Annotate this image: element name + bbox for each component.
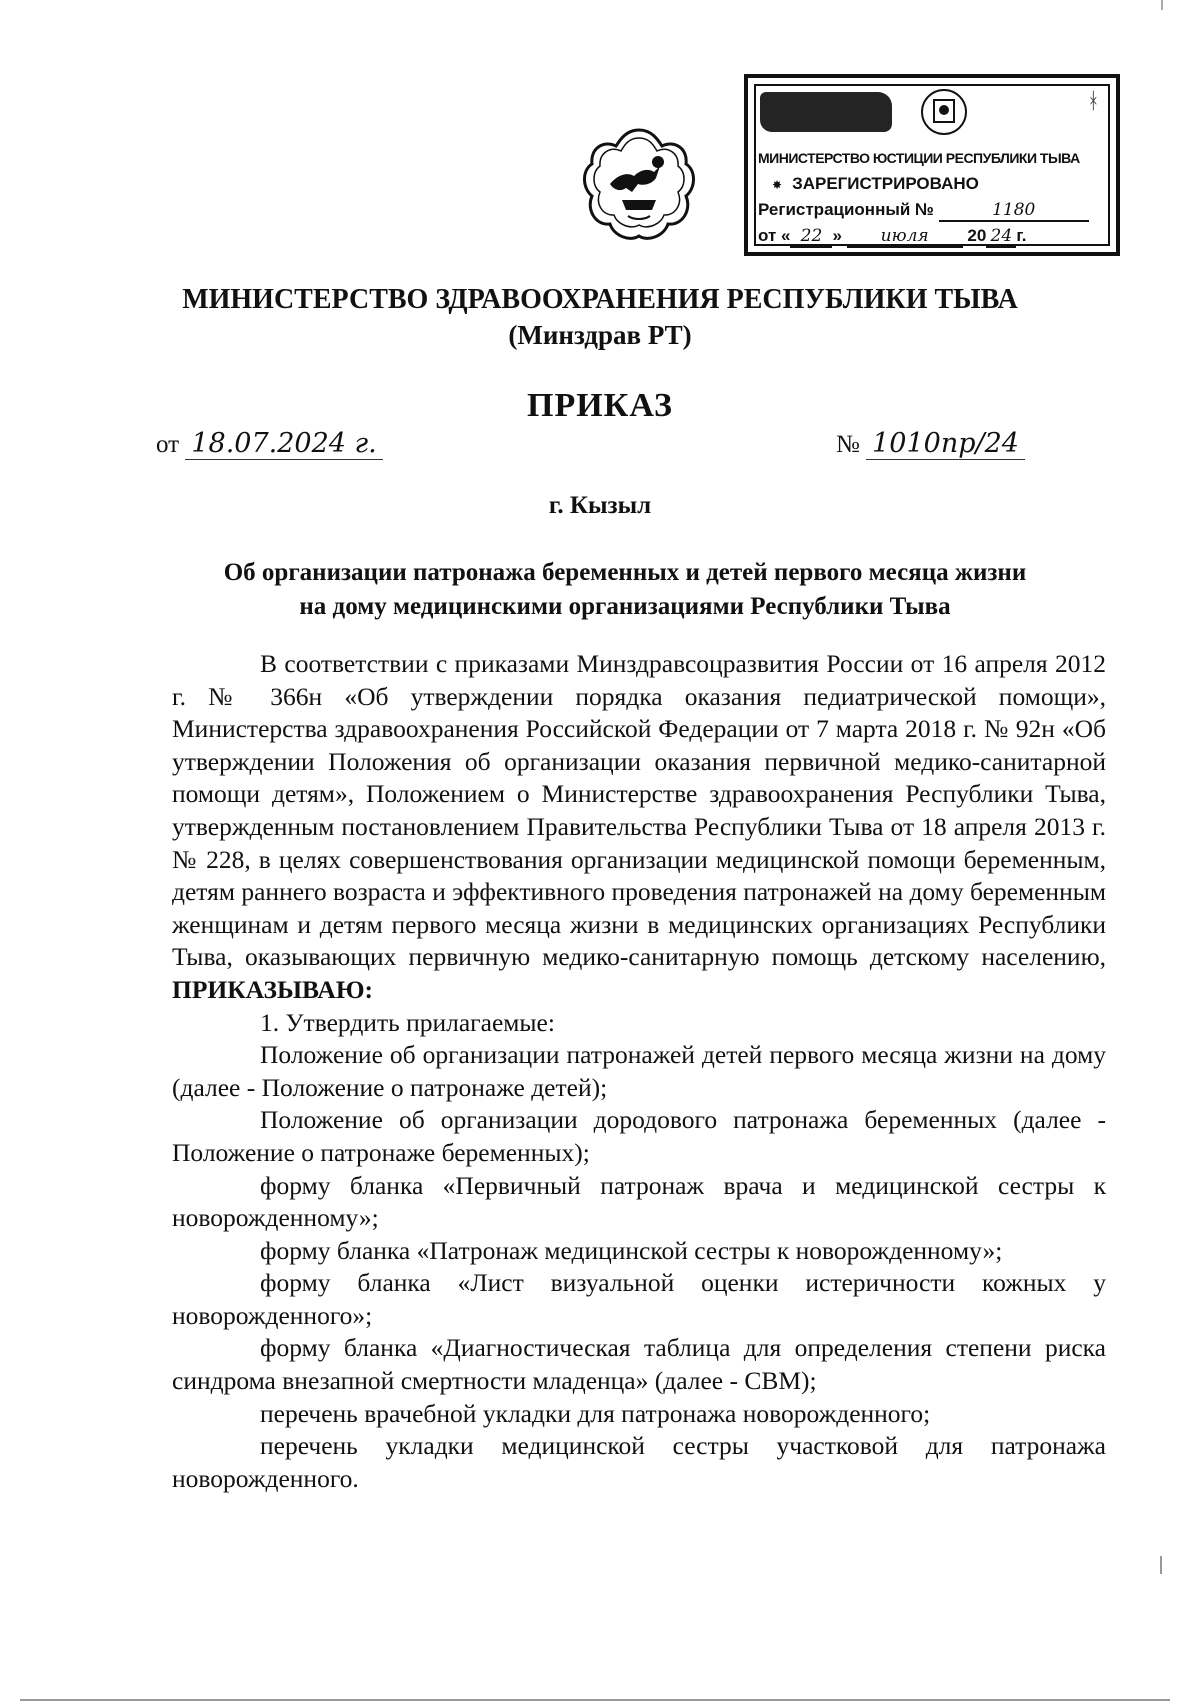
order-body (172, 648, 1106, 1495)
order-date-value: 18.07.2024 г. (185, 428, 382, 460)
list-item: перечень врачебной укладки для патронажа новорожденного; (260, 1398, 931, 1428)
document-type: ПРИКАЗ (527, 387, 673, 424)
preamble-text: В соответствии с приказами Минздравсоцразвития России от 16 апреля 2012 г. № 366н «Об утверждении порядка оказания педиатрической помощи», Министерства здравоохранения Российской Федерации от 7 марта 2018 г. № 92н «Об утверждении Положения об организации оказания первичной медико-санитарной помощи детям», Положением о Министерстве здравоохранения Республики Тыва, утвержденным постановлением Правительства Республики Тыва от 18 апреля 2013 г. № 228, в целях совершенствования организации медицинской помощи беременным, детям раннего возраста и эффективного проведения патронажей на дому беременным женщинам и детям первого месяца жизни в медицинских организациях Республики Тыва, оказывающих первичную медико-санитарную помощь детскому населению, (172, 649, 1106, 972)
preamble-paragraph (172, 648, 1106, 1007)
order-number-value: 1010пр/24 (866, 428, 1025, 460)
stamp-date-day: 22 (790, 226, 832, 248)
stamp-redacted-blot (760, 92, 892, 132)
scan-edge-mark-right (1160, 1556, 1162, 1574)
list-item: Положение об организации патронажей детей первого месяца жизни на дому (далее - Положение о патронаже детей); (172, 1040, 1106, 1102)
list-item: Положение об организации дородового патронажа беременных (далее - Положение о патронаже беременных); (172, 1105, 1106, 1167)
order-number-line (836, 428, 1025, 459)
order-title-line-1: Об организации патронажа беременных и детей первого месяца жизни (223, 559, 1027, 586)
stamp-date-month: июля (847, 226, 963, 248)
stamp-date-suffix: г. (1016, 226, 1027, 245)
order-date-line (156, 428, 383, 459)
stamp-date-prefix: от « (758, 226, 791, 245)
order-word: ПРИКАЗЫВАЮ: (172, 974, 374, 1004)
stamp-registered-text: ЗАРЕГИСТРИРОВАНО (792, 174, 979, 193)
stamp-ministry-line: МИНИСТЕРСТВО ЮСТИЦИИ РЕСПУБЛИКИ ТЫВА (758, 150, 1080, 166)
list-item: перечень укладки медицинской сестры участковой для патронажа новорожденного. (172, 1431, 1106, 1493)
order-number-label: № (836, 431, 860, 458)
stamp-date-year-prefix: 20 (967, 226, 987, 245)
stamp-reg-number-line (758, 200, 1089, 222)
order-title (150, 556, 1100, 624)
stamp-reg-number: 1180 (939, 200, 1089, 222)
order-date-label: от (156, 431, 180, 458)
ministry-short-name: (Минздрав РТ) (508, 320, 692, 350)
stamp-registered-line (772, 174, 979, 194)
stamp-date-year-suffix: 24 (986, 226, 1016, 248)
city-name: г. Кызыл (548, 492, 652, 519)
stamp-date-mid: » (832, 226, 842, 245)
list-item: форму бланка «Лист визуальной оценки истеричности кожных у новорожденного»; (172, 1268, 1106, 1330)
stamp-dot-icon: ✸ (772, 178, 783, 192)
stamp-emblem-icon (908, 86, 980, 138)
stamp-reg-label: Регистрационный № (758, 200, 934, 219)
stamp-corner-mark: ᚼ (1086, 88, 1100, 113)
ministry-name: МИНИСТЕРСТВО ЗДРАВООХРАНЕНИЯ РЕСПУБЛИКИ ТЫВА (182, 284, 1018, 315)
scan-edge-mark-top (1161, 0, 1163, 10)
list-item: форму бланка «Первичный патронаж врача и медицинской сестры к новорожденному»; (172, 1170, 1106, 1233)
order-title-line-2: на дому медицинскими организациями Республики Тыва (299, 593, 951, 620)
tuva-emblem-icon (582, 126, 696, 244)
registration-stamp (744, 74, 1120, 256)
stamp-date-line (758, 226, 1026, 248)
item-1-heading: 1. Утвердить прилагаемые: (260, 1007, 555, 1037)
list-item: форму бланка «Диагностическая таблица для определения степени риска синдрома внезапной смертности младенца» (далее - СВМ); (172, 1333, 1106, 1396)
list-item: форму бланка «Патронаж медицинской сестры к новорожденному»; (260, 1235, 1003, 1265)
